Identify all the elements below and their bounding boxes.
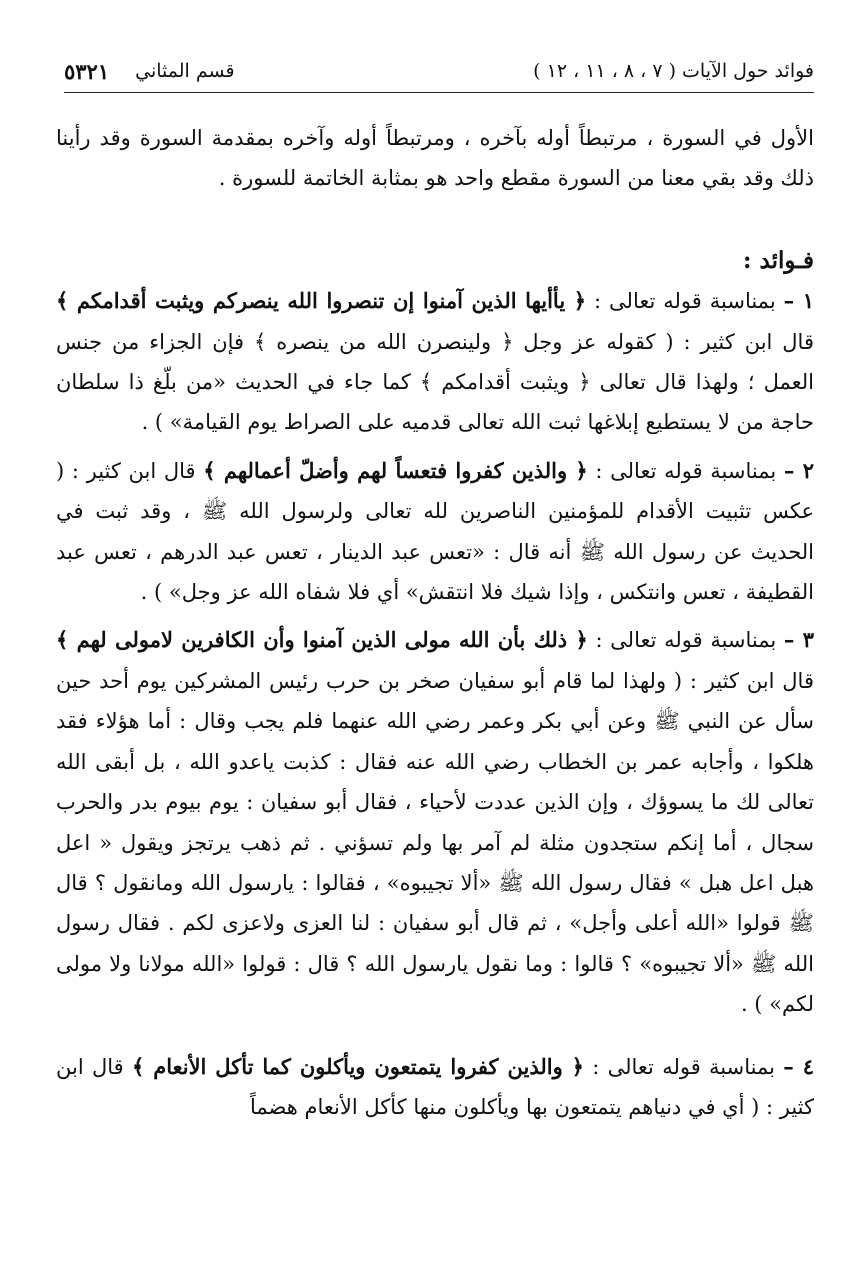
quran-verse: ﴿ يأأيها الذين آمنوا إن تنصروا الله ينصركم ويثبت أقدامكم ﴾ (56, 288, 587, 314)
running-title: فوائد حول الآيات ( ٧ ، ٨ ، ١١ ، ١٢ ) (533, 60, 814, 82)
intro-paragraph: الأول في السورة ، مرتبطاً أوله بآخره ، ومرتبطاً أوله وآخره بمقدمة السورة وقد رأينا ذلك وقد بقي معنا من السورة مقطع واحد هو بمثابة الخاتمة للسورة . (56, 126, 814, 191)
item-intro: بمناسبة قوله تعالى : (595, 628, 777, 653)
commentary-text: قال ابن كثير : ( ولهذا لما قام أبو سفيان صخر بن حرب رئيس المشركين يوم أحد حين سأل عن النبي ﷺ وعن أبي بكر وعمر رضي الله عنهما فلم يجب وقال : أما هؤلاء فقد هلكوا ، وأجابه عمر بن الخطاب رضي الله عنه فقال : كذبت ياعدو الله ، بل أبقى الله تعالى لك ما يسوؤك ، وإن الذين عددت لأحياء ، فقال أبو سفيان : يوم بيوم بدر والحرب سجال ، أما إنكم ستجدون مثلة لم آمر بها ولم تسؤني . ثم ذهب يرتجز ويقول « اعل هبل اعل هبل » فقال رسول الله ﷺ «ألا تجيبوه» ، فقالوا : يارسول الله ومانقول ؟ قال ﷺ قولوا «الله أعلى وأجل» ، ثم قال أبو سفيان : لنا العزى ولاعزى لكم . فقال رسول الله ﷺ «ألا تجيبوه» ؟ قالوا : وما نقول يارسول الله ؟ قال : قولوا «الله مولانا ولا مولى لكم» ) . (56, 668, 814, 1017)
page-body (56, 118, 814, 1127)
quran-verse: ﴿ والذين كفروا فتعساً لهم وأضلّ أعمالهم ﴾ (203, 457, 588, 483)
item-number: ١ – (783, 288, 814, 314)
item-number: ٤ – (783, 1053, 814, 1079)
header-rule (64, 92, 814, 93)
commentary-text: قال ابن كثير : ( عكس تثبيت الأقدام للمؤمنين الناصرين لله تعالى ولرسول الله ﷺ ، وقد ثبت في الحديث عن رسول الله ﷺ أنه قال : «تعس عبد الدينار ، تعس عبد الدرهم ، تعس عبد القطيفة ، تعس وانتكس ، وإذا شيك فلا انتقش» أي فلا شفاه الله عز وجل» ) . (56, 458, 814, 605)
commentary-text: قال ابن كثير : ( أي في دنياهم يتمتعون بها ويأكلون منها كأكل الأنعام هضماً (56, 1054, 814, 1119)
commentary-text: قال ابن كثير : ( كقوله عز وجل ﴿ ولينصرن الله من ينصره ﴾ فإن الجزاء من جنس العمل ؛ ولهذا قال تعالى ﴿ ويثبت أقدامكم ﴾ كما جاء في الحديث «من بلّغ ذا سلطان حاجة من لا يستطيع إبلاغها ثبت الله تعالى قدميه على الصراط يوم القيامة» ) . (56, 329, 814, 435)
item-number: ٢ – (783, 457, 814, 483)
page-header (64, 56, 814, 86)
quran-verse: ﴿ ذلك بأن الله مولى الذين آمنوا وأن الكافرين لامولى لهم ﴾ (56, 627, 588, 653)
quran-verse: ﴿ والذين كفروا يتمتعون ويأكلون كما تأكل الأنعام ﴾ (131, 1053, 584, 1079)
item-intro: بمناسبة قوله تعالى : (594, 289, 776, 314)
benefit-item-2 (56, 451, 814, 613)
item-intro: بمناسبة قوله تعالى : (595, 458, 777, 483)
header-left-group (64, 59, 235, 84)
benefit-item-1 (56, 281, 814, 443)
benefit-item-4 (56, 1047, 814, 1128)
benefit-item-3 (56, 620, 814, 1024)
section-name: قسم المثاني (135, 60, 235, 82)
item-number: ٣ – (783, 627, 815, 653)
item-intro: بمناسبة قوله تعالى : (592, 1054, 775, 1079)
section-heading: فـوائد : (743, 246, 814, 274)
page-number: ٥٣٢١ (64, 58, 110, 84)
